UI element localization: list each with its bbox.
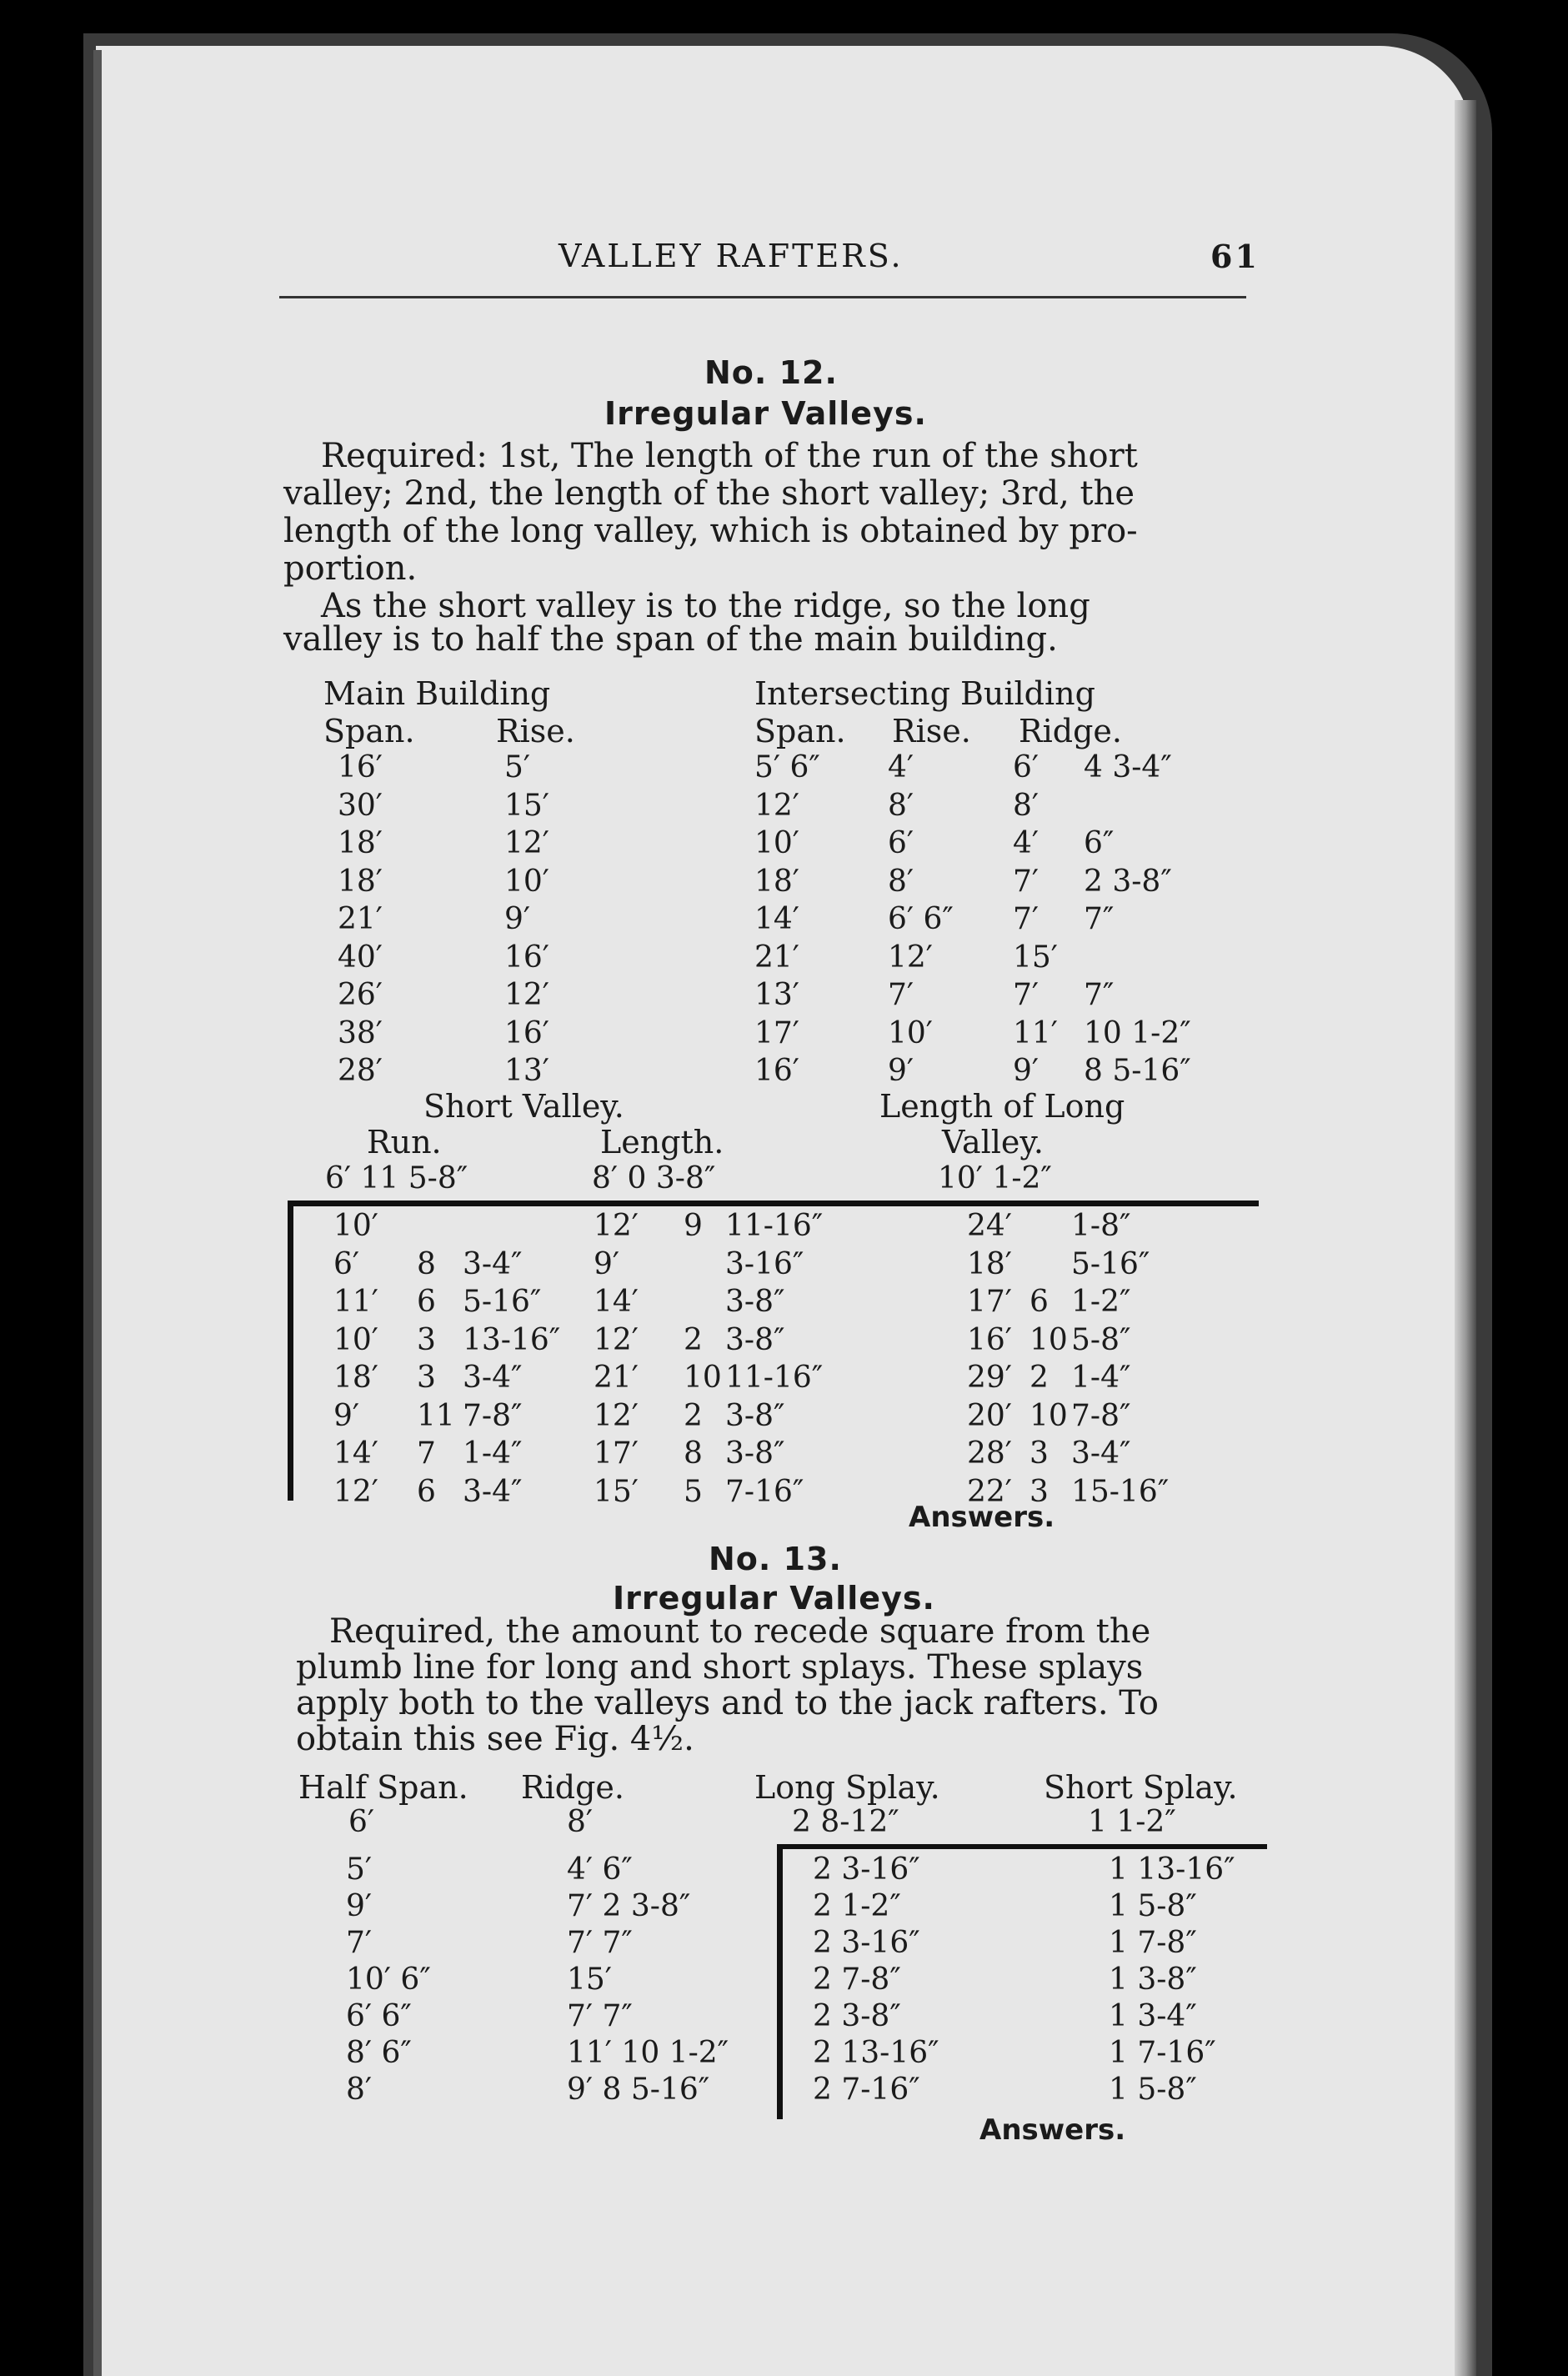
answer-cell-r1-c0: 6′ <box>333 1246 360 1281</box>
running-head-title: VALLEY RAFTERS. <box>559 238 904 274</box>
p12-cell-r2-c0: 18′ <box>338 826 383 860</box>
answer-cell-r2-c0: 11′ <box>333 1285 378 1319</box>
header-rule <box>279 296 1246 298</box>
answer-cell-r0-c5: 11-16″ <box>725 1209 824 1243</box>
splay-cell-r5-c0: 8′ 6″ <box>346 2036 412 2070</box>
answer-cell-r4-c1: 3 <box>417 1361 436 1395</box>
p12-cell-r3-c5: 2 3-8″ <box>1084 864 1172 899</box>
p12-cell-r7-c4: 11′ <box>1013 1015 1058 1050</box>
main-building-label: Main Building <box>323 675 551 712</box>
p12-cell-r7-c3: 10′ <box>888 1015 933 1050</box>
answer-cell-r4-c8: 1-4″ <box>1071 1361 1131 1395</box>
p12-cell-r4-c2: 14′ <box>754 902 799 936</box>
splay-cell-r2-c3: 1 7-8″ <box>1109 1926 1197 1960</box>
splay-cell-r6-c2: 2 7-16″ <box>813 2073 920 2107</box>
p12-cell-r4-c0: 21′ <box>338 902 383 936</box>
answer-cell-r2-c8: 1-2″ <box>1071 1285 1131 1319</box>
answer-cell-r3-c7: 10 <box>1029 1322 1068 1357</box>
long-valley-label-1: Length of Long <box>879 1088 1125 1125</box>
p12-cell-r4-c4: 7′ <box>1013 902 1039 936</box>
p12-cell-r6-c4: 7′ <box>1013 978 1039 1012</box>
answers-rule <box>290 1201 1259 1206</box>
book-spine <box>93 50 102 2376</box>
p12-cell-r8-c0: 28′ <box>338 1054 383 1088</box>
answer-cell-r3-c0: 10′ <box>333 1322 378 1357</box>
problem-13-number: No. 13. <box>709 1541 842 1577</box>
page-number: 61 <box>1210 238 1260 275</box>
answer-cell-r6-c2: 1-4″ <box>463 1436 523 1471</box>
example-run: 6′ 11 5-8″ <box>325 1161 468 1196</box>
p12-cell-r7-c5: 10 1-2″ <box>1084 1015 1191 1050</box>
answer-cell-r7-c2: 3-4″ <box>463 1474 523 1509</box>
answer-cell-r1-c8: 5-16″ <box>1071 1246 1150 1281</box>
splay-cell-r5-c2: 2 13-16″ <box>813 2036 939 2070</box>
splay-cell-r6-c1: 9′ 8 5-16″ <box>567 2073 710 2107</box>
ex13-half-span: 6′ <box>348 1805 375 1839</box>
inter-ridge-header: Ridge. <box>1019 713 1122 749</box>
answer-cell-r6-c8: 3-4″ <box>1071 1436 1131 1471</box>
ex13-long-splay: 2 8-12″ <box>792 1805 899 1839</box>
p12-cell-r0-c5: 4 3-4″ <box>1084 750 1172 784</box>
answer-cell-r3-c2: 13-16″ <box>463 1322 561 1357</box>
answer-cell-r3-c8: 5-8″ <box>1071 1322 1131 1357</box>
answers-label-13: Answers. <box>979 2113 1126 2147</box>
splay-cell-r0-c1: 4′ 6″ <box>567 1852 633 1887</box>
p13-line-4: obtain this see Fig. 4½. <box>296 1720 694 1758</box>
p12-cell-r2-c3: 6′ <box>888 826 914 860</box>
answer-cell-r6-c1: 7 <box>417 1436 436 1471</box>
splay-cell-r6-c3: 1 5-8″ <box>1109 2073 1197 2107</box>
p12-cell-r6-c1: 12′ <box>504 978 549 1012</box>
p13-line-3: apply both to the valleys and to the jack rafters. To <box>296 1684 1159 1722</box>
p13-line-1: Required, the amount to recede square from the <box>329 1612 1151 1651</box>
answer-cell-r6-c5: 3-8″ <box>725 1436 785 1471</box>
p12-cell-r0-c4: 6′ <box>1013 750 1039 784</box>
p12-cell-r8-c4: 9′ <box>1013 1054 1039 1088</box>
splay-cell-r6-c0: 8′ <box>346 2073 373 2107</box>
answer-cell-r6-c7: 3 <box>1029 1436 1049 1471</box>
answer-cell-r2-c5: 3-8″ <box>725 1285 785 1319</box>
answer-cell-r5-c1: 11 <box>417 1398 455 1433</box>
answer-cell-r4-c6: 29′ <box>967 1361 1012 1395</box>
p12-cell-r6-c0: 26′ <box>338 978 383 1012</box>
answer-cell-r3-c5: 3-8″ <box>725 1322 785 1357</box>
splay-answers-bracket <box>777 1844 783 2119</box>
splay-cell-r1-c0: 9′ <box>346 1889 373 1923</box>
answer-cell-r7-c3: 15′ <box>594 1474 639 1509</box>
answer-cell-r2-c1: 6 <box>417 1285 436 1319</box>
answer-cell-r3-c1: 3 <box>417 1322 436 1357</box>
answer-cell-r0-c4: 9 <box>684 1209 703 1243</box>
answer-cell-r7-c4: 5 <box>684 1474 703 1509</box>
splay-cell-r4-c0: 6′ 6″ <box>346 1999 412 2033</box>
answer-cell-r7-c1: 6 <box>417 1474 436 1509</box>
answer-cell-r5-c7: 10 <box>1029 1398 1068 1433</box>
p12-cell-r3-c1: 10′ <box>504 864 549 899</box>
p12-cell-r1-c2: 12′ <box>754 788 799 823</box>
p12-cell-r5-c4: 15′ <box>1013 940 1058 975</box>
p12-cell-r8-c3: 9′ <box>888 1054 914 1088</box>
answer-cell-r2-c6: 17′ <box>967 1285 1012 1319</box>
splay-cell-r4-c1: 7′ 7″ <box>567 1999 633 2033</box>
inter-rise-header: Rise. <box>892 713 971 749</box>
splay-cell-r5-c1: 11′ 10 1-2″ <box>567 2036 729 2070</box>
p12-cell-r4-c3: 6′ 6″ <box>888 902 954 936</box>
p12-cell-r4-c1: 9′ <box>504 902 531 936</box>
col-short-splay: Short Splay. <box>1044 1769 1238 1806</box>
p12-cell-r8-c5: 8 5-16″ <box>1084 1054 1191 1088</box>
answer-cell-r4-c5: 11-16″ <box>725 1361 824 1395</box>
splay-cell-r3-c3: 1 3-8″ <box>1109 1962 1197 1997</box>
answer-cell-r4-c4: 10 <box>684 1361 722 1395</box>
problem-12-number: No. 12. <box>704 354 838 391</box>
answer-cell-r7-c6: 22′ <box>967 1474 1012 1509</box>
splay-cell-r1-c2: 2 1-2″ <box>813 1889 901 1923</box>
splay-cell-r4-c3: 1 3-4″ <box>1109 1999 1197 2033</box>
inter-span-header: Span. <box>754 713 846 749</box>
answer-cell-r4-c7: 2 <box>1029 1361 1049 1395</box>
splay-cell-r0-c3: 1 13-16″ <box>1109 1852 1235 1887</box>
answer-cell-r2-c2: 5-16″ <box>463 1285 542 1319</box>
p12-cell-r2-c5: 6″ <box>1084 826 1115 860</box>
main-rise-header: Rise. <box>496 713 575 749</box>
p12-cell-r3-c0: 18′ <box>338 864 383 899</box>
answer-cell-r0-c3: 12′ <box>594 1209 639 1243</box>
answer-cell-r3-c4: 2 <box>684 1322 703 1357</box>
answer-cell-r4-c2: 3-4″ <box>463 1361 523 1395</box>
p12-cell-r1-c4: 8′ <box>1013 788 1039 823</box>
answer-cell-r1-c5: 3-16″ <box>725 1246 804 1281</box>
splay-cell-r4-c2: 2 3-8″ <box>813 1999 901 2033</box>
answer-cell-r1-c1: 8 <box>417 1246 436 1281</box>
p12-line-1: Required: 1st, The length of the run of the short <box>321 437 1138 475</box>
answer-cell-r0-c0: 10′ <box>333 1209 378 1243</box>
p12-cell-r8-c1: 13′ <box>504 1054 549 1088</box>
answer-cell-r1-c3: 9′ <box>594 1246 620 1281</box>
intersecting-building-label: Intersecting Building <box>754 675 1095 712</box>
long-valley-label-2: Valley. <box>942 1124 1044 1160</box>
answer-cell-r5-c3: 12′ <box>594 1398 639 1433</box>
p12-cell-r0-c2: 5′ 6″ <box>754 750 820 784</box>
example-length: 8′ 0 3-8″ <box>592 1161 716 1196</box>
p12-cell-r2-c4: 4′ <box>1013 826 1039 860</box>
answer-cell-r3-c6: 16′ <box>967 1322 1012 1357</box>
answer-cell-r3-c3: 12′ <box>594 1322 639 1357</box>
p12-cell-r1-c0: 30′ <box>338 788 383 823</box>
answer-cell-r7-c5: 7-16″ <box>725 1474 804 1509</box>
answer-cell-r5-c6: 20′ <box>967 1398 1012 1433</box>
p12-cell-r1-c1: 15′ <box>504 788 549 823</box>
p12-cell-r7-c1: 16′ <box>504 1015 549 1050</box>
p12-cell-r6-c2: 13′ <box>754 978 799 1012</box>
answer-cell-r5-c0: 9′ <box>333 1398 360 1433</box>
answer-cell-r7-c8: 15-16″ <box>1071 1474 1170 1509</box>
splay-cell-r5-c3: 1 7-16″ <box>1109 2036 1216 2070</box>
p12-cell-r5-c1: 16′ <box>504 940 549 975</box>
p12-cell-r0-c3: 4′ <box>888 750 914 784</box>
answer-cell-r4-c0: 18′ <box>333 1361 378 1395</box>
answer-cell-r0-c8: 1-8″ <box>1071 1209 1131 1243</box>
answer-cell-r6-c3: 17′ <box>594 1436 639 1471</box>
splay-cell-r3-c2: 2 7-8″ <box>813 1962 901 1997</box>
p12-cell-r4-c5: 7″ <box>1084 902 1115 936</box>
main-span-header: Span. <box>323 713 415 749</box>
answer-cell-r7-c0: 12′ <box>333 1474 378 1509</box>
answer-cell-r5-c2: 7-8″ <box>463 1398 523 1433</box>
splay-cell-r3-c0: 10′ 6″ <box>346 1962 431 1997</box>
p12-line-2: valley; 2nd, the length of the short valley; 3rd, the <box>283 474 1135 513</box>
p12-cell-r5-c2: 21′ <box>754 940 799 975</box>
p12-cell-r7-c0: 38′ <box>338 1015 383 1050</box>
answer-cell-r6-c4: 8 <box>684 1436 703 1471</box>
p12-cell-r1-c3: 8′ <box>888 788 914 823</box>
splay-cell-r2-c2: 2 3-16″ <box>813 1926 920 1960</box>
answer-cell-r4-c3: 21′ <box>594 1361 639 1395</box>
p12-cell-r0-c0: 16′ <box>338 750 383 784</box>
answer-cell-r6-c0: 14′ <box>333 1436 378 1471</box>
answer-cell-r2-c3: 14′ <box>594 1285 639 1319</box>
p12-line-4: portion. <box>283 549 418 588</box>
p12-cell-r5-c3: 12′ <box>888 940 933 975</box>
answer-cell-r1-c6: 18′ <box>967 1246 1012 1281</box>
splay-answers-rule <box>779 1844 1267 1849</box>
answer-cell-r5-c4: 2 <box>684 1398 703 1433</box>
p12-cell-r2-c2: 10′ <box>754 826 799 860</box>
splay-cell-r0-c2: 2 3-16″ <box>813 1852 920 1887</box>
answer-cell-r6-c6: 28′ <box>967 1436 1012 1471</box>
p12-cell-r8-c2: 16′ <box>754 1054 799 1088</box>
answer-cell-r1-c2: 3-4″ <box>463 1246 523 1281</box>
answer-cell-r2-c7: 6 <box>1029 1285 1049 1319</box>
col-ridge: Ridge. <box>521 1769 624 1806</box>
problem-13-title: Irregular Valleys. <box>613 1580 935 1617</box>
answers-label-12: Answers. <box>909 1501 1055 1534</box>
p12-cell-r6-c3: 7′ <box>888 978 914 1012</box>
p12-cell-r7-c2: 17′ <box>754 1015 799 1050</box>
answer-cell-r7-c7: 3 <box>1029 1474 1049 1509</box>
p12-cell-r0-c1: 5′ <box>504 750 531 784</box>
p12-cell-r6-c5: 7″ <box>1084 978 1115 1012</box>
splay-cell-r1-c1: 7′ 2 3-8″ <box>567 1889 691 1923</box>
answer-cell-r5-c5: 3-8″ <box>725 1398 785 1433</box>
p12-cell-r5-c0: 40′ <box>338 940 383 975</box>
ex13-ridge: 8′ <box>567 1805 594 1839</box>
page-edge <box>1455 100 1476 2376</box>
p12-line-6: valley is to half the span of the main building. <box>283 620 1058 659</box>
p12-line-5: As the short valley is to the ridge, so the long <box>321 587 1090 625</box>
p12-cell-r3-c4: 7′ <box>1013 864 1039 899</box>
length-label: Length. <box>600 1124 724 1160</box>
p12-cell-r2-c1: 12′ <box>504 826 549 860</box>
short-valley-label: Short Valley. <box>423 1088 624 1125</box>
p12-line-3: length of the long valley, which is obtained by pro- <box>283 512 1138 550</box>
run-label: Run. <box>367 1124 442 1160</box>
answer-cell-r5-c8: 7-8″ <box>1071 1398 1131 1433</box>
problem-12-title: Irregular Valleys. <box>604 395 927 432</box>
answers-bracket <box>288 1201 293 1501</box>
splay-cell-r0-c0: 5′ <box>346 1852 373 1887</box>
splay-cell-r3-c1: 15′ <box>567 1962 612 1997</box>
p12-cell-r3-c3: 8′ <box>888 864 914 899</box>
p12-cell-r3-c2: 18′ <box>754 864 799 899</box>
splay-cell-r2-c0: 7′ <box>346 1926 373 1960</box>
splay-cell-r2-c1: 7′ 7″ <box>567 1926 633 1960</box>
answer-cell-r0-c6: 24′ <box>967 1209 1012 1243</box>
col-half-span: Half Span. <box>298 1769 468 1806</box>
ex13-short-splay: 1 1-2″ <box>1088 1805 1176 1839</box>
splay-cell-r1-c3: 1 5-8″ <box>1109 1889 1197 1923</box>
p13-line-2: plumb line for long and short splays. These splays <box>296 1648 1144 1687</box>
example-long-valley: 10′ 1-2″ <box>938 1161 1052 1196</box>
col-long-splay: Long Splay. <box>754 1769 940 1806</box>
